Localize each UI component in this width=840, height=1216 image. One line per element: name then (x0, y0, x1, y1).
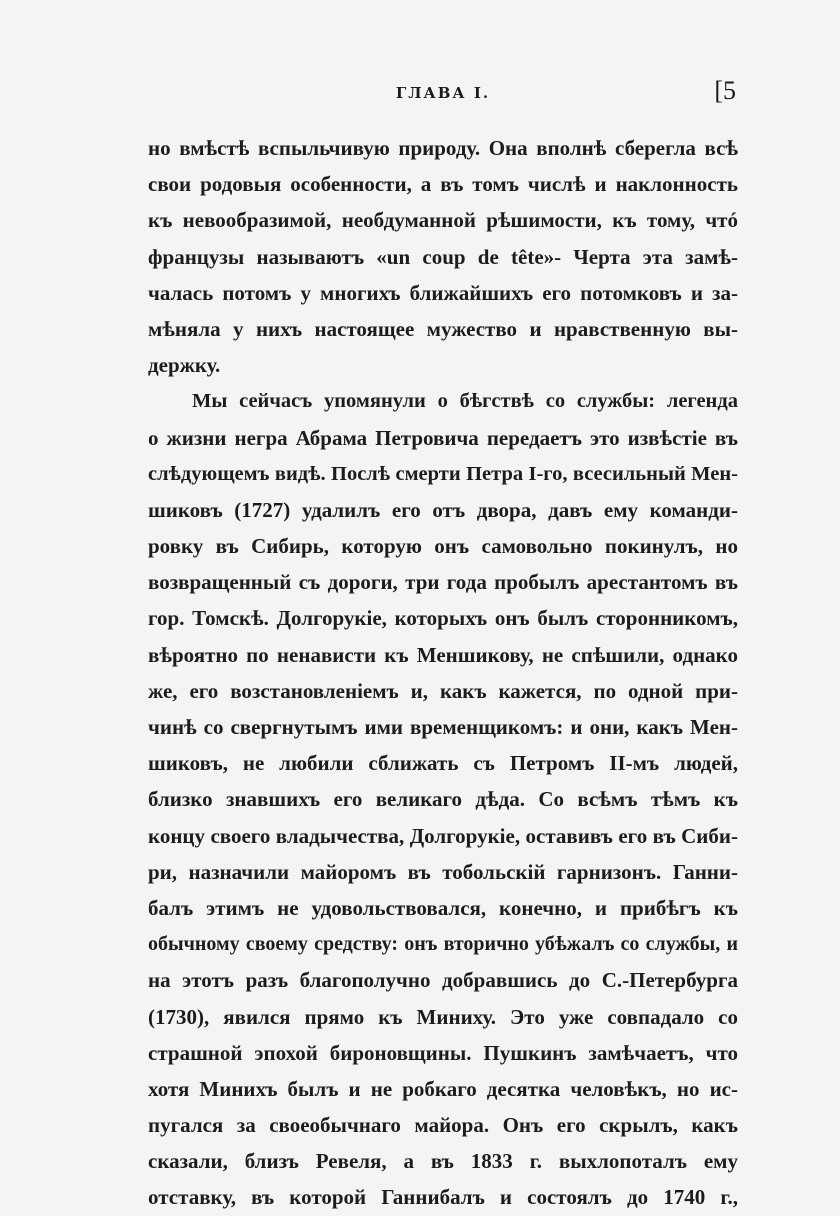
text-line: обычному своему средству: онъ вторично убѣжалъ со службы, и (148, 933, 738, 956)
paragraph-first-line: Мы сейчасъ упомянули о бѣгствѣ со службы: легенда (192, 390, 738, 413)
text-line: страшной эпохой бироновщины. Пушкинъ замѣчаетъ, что (148, 1040, 738, 1065)
text-line: французы называютъ «un coup de tête»- Черта эта замѣ- (148, 244, 738, 269)
text-line: же, его возстановленіемъ и, какъ кажется, по одной при- (148, 678, 738, 703)
chapter-heading: ГЛАВА I. (395, 84, 491, 102)
text-line: близко знавшихъ его великаго дѣда. Со всѣмъ тѣмъ къ (148, 787, 738, 812)
running-head (148, 76, 738, 106)
text-line: мѣняла у нихъ настоящее мужество и нравственную вы- (148, 316, 738, 341)
text-line: хотя Минихъ былъ и не робкаго десятка человѣкъ, но ис- (148, 1076, 738, 1101)
text-line: но вмѣстѣ вспыльчивую природу. Она вполнѣ сберегла всѣ (148, 136, 738, 160)
text-line: къ невообразимой, необдуманной рѣшимости, къ тому, чтó (148, 208, 738, 233)
text-line: чинѣ со свергнутымъ ими временщикомъ: и они, какъ Мен- (148, 715, 738, 739)
text-line: ровку въ Сибирь, которую онъ самовольно покинулъ, но (148, 534, 738, 559)
text-line: слѣдующемъ видѣ. Послѣ смерти Петра I-го, всесильный Мен- (148, 462, 738, 485)
text-line: шиковъ, не любили сближать съ Петромъ II-мъ людей, (148, 751, 738, 776)
text-line: пугался за своеобычнаго майора. Онъ его скрылъ, какъ (148, 1113, 738, 1138)
body-text (148, 130, 738, 1216)
text-line: о жизни негра Абрама Петровича передаетъ это извѣстіе въ (148, 425, 738, 450)
text-line: концу своего владычества, Долгорукіе, оставивъ его въ Сиби- (148, 823, 738, 848)
text-line: сказали, близъ Ревеля, а въ 1833 г. выхлопоталъ ему (148, 1149, 738, 1174)
text-line: держку. (148, 353, 221, 378)
text-line: свои родовыя особенности, а въ томъ числѣ и наклонность (148, 172, 738, 197)
text-line: на этотъ разъ благополучно добравшись до С.-Петербурга (148, 968, 738, 993)
page-number: [5 (714, 76, 736, 105)
text-line: (1730), явился прямо къ Миниху. Это уже совпадало со (148, 1004, 738, 1029)
text-line: балъ этимъ не удовольствовался, конечно, и прибѣгъ къ (148, 895, 738, 920)
text-line: возвращенный съ дороги, три года пробылъ арестантомъ въ (148, 570, 738, 595)
text-line: гор. Томскѣ. Долгорукіе, которыхъ онъ былъ сторонникомъ, (148, 606, 738, 631)
text-line: чалась потомъ у многихъ ближайшихъ его потомковъ и за- (148, 280, 738, 305)
text-line: отставку, въ которой Ганнибалъ и состоялъ до 1740 г., (148, 1185, 738, 1210)
text-line: вѣроятно по ненависти къ Меншикову, не спѣшили, однако (148, 642, 738, 667)
text-line: шиковъ (1727) удалилъ его отъ двора, давъ ему команди- (148, 497, 738, 522)
text-line: ри, назначили майоромъ въ тобольскій гарнизонъ. Ганни- (148, 859, 738, 884)
